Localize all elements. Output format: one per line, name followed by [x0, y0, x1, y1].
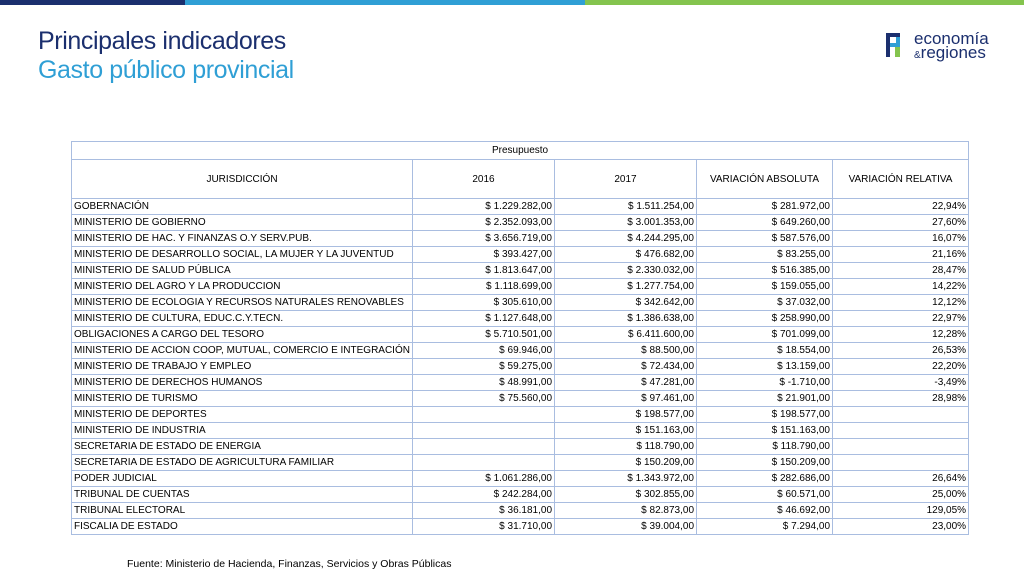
cell-variacion-absoluta: $ -1.710,00: [697, 375, 833, 391]
cell-variacion-relativa: 28,98%: [833, 391, 969, 407]
budget-table: [71, 141, 969, 535]
cell-variacion-relativa: 22,97%: [833, 311, 969, 327]
cell-2017: $ 4.244.295,00: [555, 231, 697, 247]
cell-variacion-relativa: 129,05%: [833, 503, 969, 519]
top-bar-green-segment: [585, 0, 1024, 5]
cell-2016: $ 69.946,00: [413, 343, 555, 359]
cell-2016: [413, 423, 555, 439]
cell-2016: $ 1.061.286,00: [413, 471, 555, 487]
cell-jurisdiccion: SECRETARIA DE ESTADO DE AGRICULTURA FAMILIAR: [72, 455, 413, 471]
cell-2016: $ 2.352.093,00: [413, 215, 555, 231]
table-row: [72, 487, 969, 503]
cell-jurisdiccion: MINISTERIO DE SALUD PÚBLICA: [72, 263, 413, 279]
cell-2017: $ 6.411.600,00: [555, 327, 697, 343]
cell-variacion-relativa: -3,49%: [833, 375, 969, 391]
logo-text-regiones: [914, 44, 986, 65]
cell-2016: $ 75.560,00: [413, 391, 555, 407]
cell-variacion-absoluta: $ 282.686,00: [697, 471, 833, 487]
cell-variacion-relativa: 21,16%: [833, 247, 969, 263]
group-header-presupuesto: Presupuesto: [72, 142, 969, 160]
cell-jurisdiccion: PODER JUDICIAL: [72, 471, 413, 487]
table-row: [72, 215, 969, 231]
cell-jurisdiccion: TRIBUNAL ELECTORAL: [72, 503, 413, 519]
table-row: [72, 359, 969, 375]
table-row: [72, 455, 969, 471]
cell-2016: $ 1.813.647,00: [413, 263, 555, 279]
cell-variacion-absoluta: $ 60.571,00: [697, 487, 833, 503]
col-header-jurisdiccion: JURISDICCIÓN: [72, 160, 413, 199]
cell-2017: $ 88.500,00: [555, 343, 697, 359]
cell-variacion-absoluta: $ 198.577,00: [697, 407, 833, 423]
cell-variacion-relativa: 12,12%: [833, 295, 969, 311]
cell-jurisdiccion: MINISTERIO DEL AGRO Y LA PRODUCCION: [72, 279, 413, 295]
cell-2016: $ 1.127.648,00: [413, 311, 555, 327]
cell-variacion-relativa: 16,07%: [833, 231, 969, 247]
cell-variacion-absoluta: $ 151.163,00: [697, 423, 833, 439]
cell-variacion-relativa: [833, 439, 969, 455]
cell-variacion-absoluta: $ 159.055,00: [697, 279, 833, 295]
cell-variacion-relativa: 12,28%: [833, 327, 969, 343]
cell-jurisdiccion: MINISTERIO DE GOBIERNO: [72, 215, 413, 231]
cell-2016: $ 242.284,00: [413, 487, 555, 503]
cell-variacion-absoluta: $ 281.972,00: [697, 199, 833, 215]
cell-jurisdiccion: MINISTERIO DE HAC. Y FINANZAS O.Y SERV.PUB.: [72, 231, 413, 247]
cell-2016: $ 3.656.719,00: [413, 231, 555, 247]
cell-variacion-absoluta: $ 13.159,00: [697, 359, 833, 375]
brand-logo: [884, 30, 1004, 64]
cell-2017: $ 151.163,00: [555, 423, 697, 439]
cell-jurisdiccion: TRIBUNAL DE CUENTAS: [72, 487, 413, 503]
table-row: [72, 311, 969, 327]
cell-2017: $ 97.461,00: [555, 391, 697, 407]
col-header-variacion-absoluta: VARIACIÓN ABSOLUTA: [697, 160, 833, 199]
cell-jurisdiccion: GOBERNACIÓN: [72, 199, 413, 215]
top-bar-blue-segment: [185, 0, 585, 5]
cell-2017: $ 1.343.972,00: [555, 471, 697, 487]
column-header-row: [72, 160, 969, 199]
table-row: [72, 503, 969, 519]
cell-variacion-relativa: 22,20%: [833, 359, 969, 375]
cell-variacion-absoluta: $ 258.990,00: [697, 311, 833, 327]
cell-variacion-relativa: 28,47%: [833, 263, 969, 279]
cell-2017: $ 82.873,00: [555, 503, 697, 519]
cell-2016: $ 36.181,00: [413, 503, 555, 519]
cell-jurisdiccion: MINISTERIO DE TURISMO: [72, 391, 413, 407]
top-bar-navy-segment: [0, 0, 185, 5]
source-note: Fuente: Ministerio de Hacienda, Finanzas, Servicios y Obras Públicas: [127, 558, 452, 570]
cell-jurisdiccion: MINISTERIO DE DEPORTES: [72, 407, 413, 423]
table-row: [72, 199, 969, 215]
cell-2017: $ 1.386.638,00: [555, 311, 697, 327]
cell-2016: $ 393.427,00: [413, 247, 555, 263]
table-row: [72, 423, 969, 439]
cell-2016: [413, 407, 555, 423]
cell-variacion-absoluta: $ 46.692,00: [697, 503, 833, 519]
cell-2016: [413, 439, 555, 455]
cell-2017: $ 150.209,00: [555, 455, 697, 471]
cell-variacion-relativa: 26,64%: [833, 471, 969, 487]
cell-2017: $ 302.855,00: [555, 487, 697, 503]
economia-regiones-logo-mark-icon: [884, 30, 904, 60]
cell-variacion-absoluta: $ 701.099,00: [697, 327, 833, 343]
cell-variacion-absoluta: $ 7.294,00: [697, 519, 833, 535]
cell-2017: $ 198.577,00: [555, 407, 697, 423]
cell-variacion-absoluta: $ 150.209,00: [697, 455, 833, 471]
cell-2016: $ 31.710,00: [413, 519, 555, 535]
group-header-row: [72, 142, 969, 160]
cell-2017: $ 47.281,00: [555, 375, 697, 391]
table-row: [72, 295, 969, 311]
cell-2017: $ 39.004,00: [555, 519, 697, 535]
top-color-bar: [0, 0, 1024, 5]
cell-jurisdiccion: MINISTERIO DE TRABAJO Y EMPLEO: [72, 359, 413, 375]
logo-text-economia: economía: [914, 29, 989, 48]
cell-variacion-relativa: [833, 407, 969, 423]
page-title: Principales indicadores: [38, 27, 286, 55]
cell-variacion-absoluta: $ 21.901,00: [697, 391, 833, 407]
table-row: [72, 247, 969, 263]
cell-2017: $ 2.330.032,00: [555, 263, 697, 279]
cell-variacion-relativa: 22,94%: [833, 199, 969, 215]
table-body: [72, 199, 969, 535]
logo-regiones-word: regiones: [920, 43, 986, 62]
cell-variacion-relativa: 14,22%: [833, 279, 969, 295]
cell-jurisdiccion: MINISTERIO DE INDUSTRIA: [72, 423, 413, 439]
cell-2017: $ 118.790,00: [555, 439, 697, 455]
cell-2016: $ 59.275,00: [413, 359, 555, 375]
col-header-2017: 2017: [555, 160, 697, 199]
page-subtitle: Gasto público provincial: [38, 56, 294, 84]
cell-variacion-relativa: [833, 455, 969, 471]
cell-jurisdiccion: MINISTERIO DE ECOLOGIA Y RECURSOS NATURALES RENOVABLES: [72, 295, 413, 311]
cell-variacion-absoluta: $ 118.790,00: [697, 439, 833, 455]
cell-2016: [413, 455, 555, 471]
cell-jurisdiccion: MINISTERIO DE DERECHOS HUMANOS: [72, 375, 413, 391]
table-row: [72, 375, 969, 391]
col-header-variacion-relativa: VARIACIÓN RELATIVA: [833, 160, 969, 199]
cell-variacion-absoluta: $ 37.032,00: [697, 295, 833, 311]
table-row: [72, 407, 969, 423]
cell-jurisdiccion: OBLIGACIONES A CARGO DEL TESORO: [72, 327, 413, 343]
cell-2017: $ 476.682,00: [555, 247, 697, 263]
cell-jurisdiccion: FISCALIA DE ESTADO: [72, 519, 413, 535]
cell-variacion-absoluta: $ 83.255,00: [697, 247, 833, 263]
table-row: [72, 519, 969, 535]
cell-variacion-relativa: 27,60%: [833, 215, 969, 231]
cell-2017: $ 3.001.353,00: [555, 215, 697, 231]
cell-variacion-relativa: 25,00%: [833, 487, 969, 503]
table-row: [72, 439, 969, 455]
cell-2017: $ 342.642,00: [555, 295, 697, 311]
cell-variacion-absoluta: $ 516.385,00: [697, 263, 833, 279]
cell-variacion-relativa: [833, 423, 969, 439]
cell-variacion-absoluta: $ 18.554,00: [697, 343, 833, 359]
table-row: [72, 391, 969, 407]
cell-variacion-absoluta: $ 649.260,00: [697, 215, 833, 231]
table-row: [72, 327, 969, 343]
cell-2017: $ 1.511.254,00: [555, 199, 697, 215]
cell-variacion-relativa: 26,53%: [833, 343, 969, 359]
table-row: [72, 231, 969, 247]
cell-2016: $ 1.118.699,00: [413, 279, 555, 295]
cell-jurisdiccion: MINISTERIO DE DESARROLLO SOCIAL, LA MUJER Y LA JUVENTUD: [72, 247, 413, 263]
cell-2016: $ 305.610,00: [413, 295, 555, 311]
table-row: [72, 343, 969, 359]
cell-2016: $ 1.229.282,00: [413, 199, 555, 215]
cell-jurisdiccion: MINISTERIO DE CULTURA, EDUC.C.Y.TECN.: [72, 311, 413, 327]
cell-2016: $ 48.991,00: [413, 375, 555, 391]
col-header-2016: 2016: [413, 160, 555, 199]
cell-variacion-relativa: 23,00%: [833, 519, 969, 535]
table-row: [72, 263, 969, 279]
cell-jurisdiccion: MINISTERIO DE ACCION COOP, MUTUAL, COMERCIO E INTEGRACIÓN: [72, 343, 413, 359]
cell-2017: $ 1.277.754,00: [555, 279, 697, 295]
cell-jurisdiccion: SECRETARIA DE ESTADO DE ENERGIA: [72, 439, 413, 455]
table-row: [72, 471, 969, 487]
cell-2017: $ 72.434,00: [555, 359, 697, 375]
cell-variacion-absoluta: $ 587.576,00: [697, 231, 833, 247]
cell-2016: $ 5.710.501,00: [413, 327, 555, 343]
logo-ampersand: &: [914, 50, 921, 61]
table-row: [72, 279, 969, 295]
